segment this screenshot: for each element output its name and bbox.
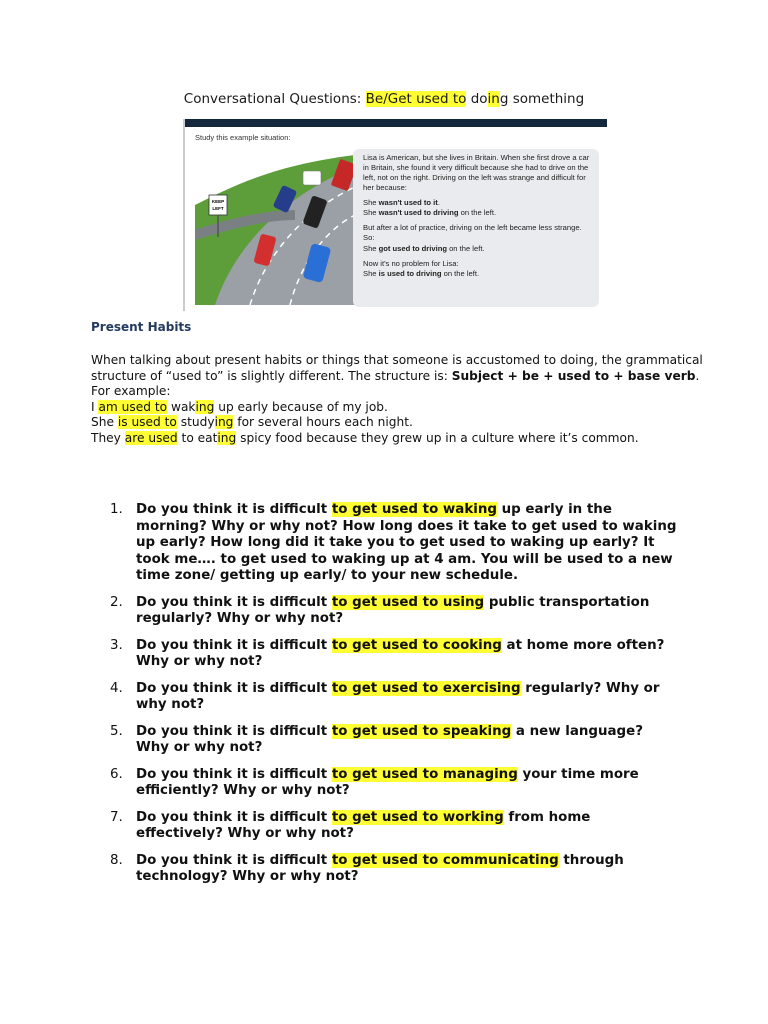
example-text: for several hours each night. xyxy=(233,415,413,429)
example-sentence xyxy=(363,244,591,254)
example-text: spicy food because they grew up in a culture where it’s common. xyxy=(236,430,639,445)
white-van xyxy=(303,171,321,185)
question-highlight: to get used to working xyxy=(331,809,504,825)
question-item xyxy=(110,767,680,800)
question-text: Do you think it is difficult xyxy=(136,766,332,782)
example-text: up early because of my job. xyxy=(214,399,388,414)
question-text: your time more efficiently? Why or why not? xyxy=(136,766,639,798)
question-text: Do you think it is difficult xyxy=(136,637,332,653)
example-sentence xyxy=(363,198,591,218)
example-text: wak xyxy=(167,399,196,414)
question-text: Do you think it is difficult xyxy=(136,680,332,696)
example-highlight: are used xyxy=(124,430,178,445)
example-text: She xyxy=(363,244,379,253)
question-item xyxy=(110,502,680,585)
question-highlight: to get used to waking xyxy=(331,502,497,517)
question-text: public transportation regularly? Why or why not? xyxy=(136,594,650,626)
example-text: They xyxy=(91,430,125,445)
question-highlight: to get used to cooking xyxy=(331,637,502,653)
question-text: a new language? Why or why not? xyxy=(136,723,643,755)
question-text: Do you think it is difficult xyxy=(136,502,332,517)
page-title xyxy=(0,91,768,107)
example-text: She xyxy=(91,415,118,429)
intro-text: . For example: xyxy=(91,368,700,398)
example-highlight: ing xyxy=(214,415,234,429)
question-number: 2. xyxy=(110,594,123,610)
example-text: on the left. xyxy=(441,269,480,278)
intro-text: When talking about present habits or things that someone is accustomed to doing, the grammatical structure of “used to” is slightly different. The structure is: xyxy=(91,353,703,383)
question-item xyxy=(110,810,680,843)
question-text: at home more often? Why or why not? xyxy=(136,637,665,669)
example-line xyxy=(91,400,711,416)
question-number: 7. xyxy=(110,809,123,825)
example-text: Now it's no problem for Lisa: xyxy=(363,259,459,268)
sign-text: KEEP xyxy=(211,199,225,204)
intro-paragraph xyxy=(91,353,711,400)
title-text: do xyxy=(466,91,488,107)
figure-intro: Study this example situation: xyxy=(195,133,291,142)
example-highlight: ing xyxy=(195,399,215,414)
question-highlight: to get used to communicating xyxy=(331,852,559,868)
question-item xyxy=(110,595,680,628)
example-text: on the left. xyxy=(446,244,485,253)
question-item xyxy=(110,724,680,757)
example-figure xyxy=(183,119,607,311)
question-item xyxy=(110,681,680,714)
question-highlight: to get used to speaking xyxy=(331,723,512,739)
example-bold: is used to driving xyxy=(378,269,442,278)
example-text: She xyxy=(363,208,379,217)
example-highlight: am used to xyxy=(98,399,168,414)
question-number: 5. xyxy=(110,723,123,739)
figure-header-bar xyxy=(185,119,607,127)
question-item xyxy=(110,853,680,886)
road-traffic-illustration xyxy=(195,145,355,305)
question-text: through technology? Why or why not? xyxy=(136,852,624,884)
example-text-panel xyxy=(353,149,599,307)
example-bold: wasn't used to it xyxy=(378,198,438,207)
example-paragraph: Lisa is American, but she lives in Britain. When she first drove a car in Britain, she found it very difficult because she had to drive on the left, not on the right. Driving on the left was strange and difficult for her because: xyxy=(363,153,590,192)
question-text: Do you think it is difficult xyxy=(136,723,332,739)
question-highlight: to get used to using xyxy=(331,594,485,610)
question-text: from home effectively? Why or why not? xyxy=(136,809,591,841)
example-text: She xyxy=(363,198,379,207)
section-heading: Present Habits xyxy=(91,320,192,334)
structure-formula: Subject + be + used to + base verb xyxy=(451,368,696,383)
body-text xyxy=(91,353,711,446)
question-number: 6. xyxy=(110,766,123,782)
example-highlight: is used to xyxy=(117,415,177,429)
title-text: g something xyxy=(499,91,585,107)
question-highlight: to get used to managing xyxy=(331,766,518,782)
title-text: Conversational Questions: xyxy=(183,91,366,107)
example-text: . xyxy=(437,198,440,207)
example-text: on the left. xyxy=(458,208,497,217)
example-text: study xyxy=(176,415,215,429)
question-number: 1. xyxy=(110,502,123,517)
question-highlight: to get used to exercising xyxy=(331,680,521,696)
example-line xyxy=(91,431,711,447)
example-bold: got used to driving xyxy=(378,244,447,253)
example-text: to eat xyxy=(177,430,218,445)
question-number: 3. xyxy=(110,637,123,653)
example-text: I xyxy=(91,399,99,414)
question-item xyxy=(110,638,680,671)
example-bold: wasn't used to driving xyxy=(378,208,459,217)
question-number: 4. xyxy=(110,680,123,696)
keep-left-sign xyxy=(209,195,227,215)
question-text: Do you think it is difficult xyxy=(136,594,332,610)
question-text: Do you think it is difficult xyxy=(136,852,332,868)
sign-text: LEFT xyxy=(212,206,224,211)
question-text: up early in the morning? Why or why not? How long does it take to get used to waking up early? How long did it take you to get used to waking up early? It took me…. to get used to waking up at 4 am. You will be used to a new time zone/ getting up early/ to your new schedule. xyxy=(136,502,677,583)
example-text: She xyxy=(363,269,379,278)
question-number: 8. xyxy=(110,852,123,868)
example-paragraph: But after a lot of practice, driving on the left became less strange. So: xyxy=(363,223,582,242)
example-line xyxy=(91,415,711,431)
question-text: Do you think it is difficult xyxy=(136,809,332,825)
example-highlight: ing xyxy=(217,430,237,445)
title-highlight: in xyxy=(487,91,500,107)
example-sentence xyxy=(363,259,591,279)
question-list xyxy=(110,502,680,896)
title-highlight: Be/Get used to xyxy=(365,91,467,107)
question-text: regularly? Why or why not? xyxy=(136,680,660,712)
